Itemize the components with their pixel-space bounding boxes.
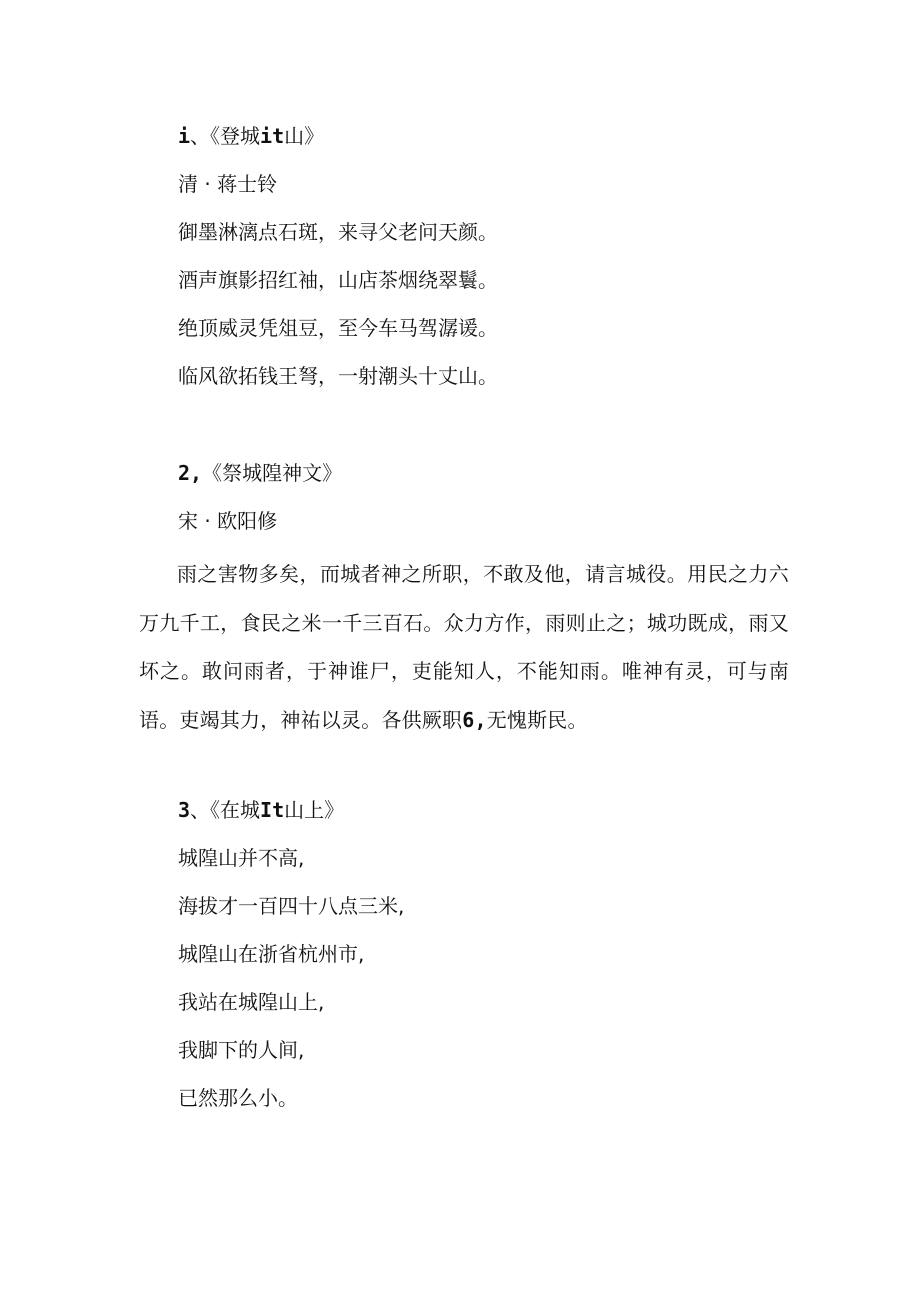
section2-paragraph: [139, 550, 789, 744]
section1-title-open: 《登城: [210, 124, 261, 148]
section1-poem-line: 绝顶威灵凭俎豆，至今车马驾潺谖。: [178, 316, 498, 340]
section1-separator: 、: [190, 124, 211, 148]
section3-poem-line: 城隍山在浙省杭州市,: [178, 942, 365, 966]
section3-poem-line: 我站在城隍山上,: [178, 990, 325, 1014]
section3-title-close: 山上》: [284, 798, 345, 822]
section3-number: 3: [178, 798, 191, 822]
section2-author: 宋 · 欧阳修: [178, 509, 278, 533]
section2-paragraph-text: 雨之害物多矣，而城者神之所职，不敢及他，请言城役。用民之力六万九千工，食民之米一千三百石。众力方作，雨则止之；城功既成，雨又坏之。敢问雨者，于神谁尸，吏能知人，不能知雨。唯神有灵，可与南语。吏竭其力，神祐以灵。各供厥职: [139, 562, 789, 732]
section1-poem-line: 御墨淋漓点石斑，来寻父老问天颜。: [178, 220, 498, 244]
section3-poem-line: 海拔才一百四十八点三米,: [178, 894, 405, 918]
section3-title-latin: It: [260, 798, 285, 822]
section3-poem-line: 城隍山并不高,: [178, 846, 305, 870]
section3-poem-line: 已然那么小。: [178, 1086, 298, 1110]
section3-title-open: 《在城: [210, 798, 261, 822]
section2-paragraph-end: 无愧斯民。: [486, 707, 588, 732]
section1-number: i: [178, 124, 191, 148]
section2-number: 2,: [178, 461, 203, 485]
section1-poem-line: 临风欲拓钱王弩，一射潮头十丈山。: [178, 364, 498, 388]
section3-title: [178, 796, 344, 824]
section1-title-close: 山》: [284, 124, 325, 148]
section3-separator: 、: [190, 798, 211, 822]
section2-paragraph-number: 6,: [462, 707, 487, 732]
section3-poem-line: 我脚下的人间,: [178, 1038, 305, 1062]
section1-poem-line: 酒声旗影招红袖，山店茶烟绕翠鬟。: [178, 268, 498, 292]
section1-title-latin: it: [260, 124, 285, 148]
section1-author: 清 · 蒋士铃: [178, 172, 278, 196]
section2-title-text: 《祭城隍神文》: [202, 461, 343, 485]
section1-title: [178, 122, 324, 150]
section2-title: [178, 459, 342, 487]
